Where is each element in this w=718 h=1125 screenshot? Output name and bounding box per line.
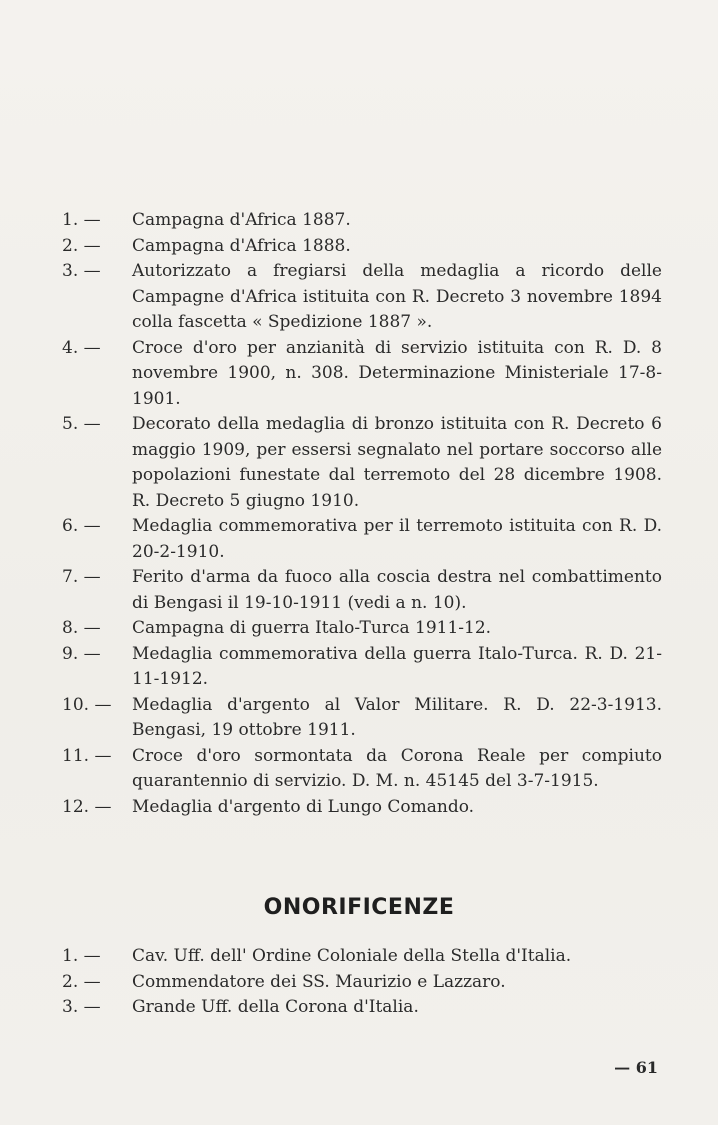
item-number: 6. — <box>62 516 101 536</box>
decoration-item <box>62 744 662 795</box>
item-number: 12. — <box>62 796 112 817</box>
item-number: 7. — <box>62 567 101 587</box>
item-text: Croce d'oro sormontata da Corona Reale per compiuto quarantennio di servizio. D. M. n. 45145 del 3-7-1915. <box>132 745 662 791</box>
decoration-item <box>62 259 662 336</box>
honor-item <box>62 944 662 970</box>
decoration-item <box>62 616 662 642</box>
decoration-item <box>62 234 662 260</box>
item-number: 11. — <box>62 745 112 766</box>
honor-item <box>62 995 662 1021</box>
item-text: Grande Uff. della Corona d'Italia. <box>132 997 419 1017</box>
item-text: Campagna di guerra Italo-Turca 1911-12. <box>132 618 492 638</box>
item-number: 8. — <box>62 618 101 638</box>
item-number: 10. — <box>62 694 112 715</box>
decoration-item <box>62 565 662 616</box>
decoration-item <box>62 412 662 514</box>
honors-list <box>62 944 662 1021</box>
item-text: Medaglia commemorativa per il terremoto istituita con R. D. 20-2-1910. <box>132 516 662 562</box>
item-text: Medaglia commemorativa della guerra Italo-Turca. R. D. 21-11-1912. <box>132 643 662 689</box>
item-text: Ferito d'arma da fuoco alla coscia destra nel combattimento di Bengasi il 19-10-1911 (vedi a n. 10). <box>132 567 662 613</box>
decoration-item <box>62 208 662 234</box>
item-text: Campagna d'Africa 1887. <box>132 210 351 230</box>
item-text: Croce d'oro per anzianità di servizio istituita con R. D. 8 novembre 1900, n. 308. Determinazione Ministeriale 17-8-1901. <box>132 337 662 409</box>
item-number: 1. — <box>62 946 101 966</box>
decoration-item <box>62 795 662 821</box>
item-number: 1. — <box>62 210 101 230</box>
item-text: Cav. Uff. dell' Ordine Coloniale della Stella d'Italia. <box>132 946 572 966</box>
item-number: 2. — <box>62 971 101 992</box>
decoration-item <box>62 336 662 413</box>
decoration-item <box>62 514 662 565</box>
decoration-item <box>62 642 662 693</box>
page-number: — 61 <box>614 1058 658 1077</box>
section-title: ONORIFICENZE <box>263 895 455 920</box>
item-number: 9. — <box>62 643 101 664</box>
decorations-list <box>62 208 662 820</box>
item-number: 3. — <box>62 997 101 1017</box>
decoration-item <box>62 693 662 744</box>
item-number: 3. — <box>62 261 101 281</box>
item-text: Campagna d'Africa 1888. <box>132 235 351 256</box>
item-text: Autorizzato a fregiarsi della medaglia a ricordo delle Campagne d'Africa istituita con R. Decreto 3 novembre 1894 colla fascetta « Spedizione 1887 ». <box>132 261 662 332</box>
item-text: Decorato della medaglia di bronzo istituita con R. Decreto 6 maggio 1909, per essersi segnalato nel portare soccorso alle popolazioni funestate dal terremoto del 28 dicembre 1908. R. Decreto 5 giugno 1910. <box>132 414 662 511</box>
item-number: 5. — <box>62 414 101 434</box>
item-number: 2. — <box>62 235 101 256</box>
honor-item <box>62 970 662 996</box>
item-number: 4. — <box>62 337 101 358</box>
item-text: Medaglia d'argento al Valor Militare. R. D. 22-3-1913. Bengasi, 19 ottobre 1911. <box>132 694 662 740</box>
item-text: Medaglia d'argento di Lungo Comando. <box>132 796 475 817</box>
item-text: Commendatore dei SS. Maurizio e Lazzaro. <box>132 971 506 992</box>
